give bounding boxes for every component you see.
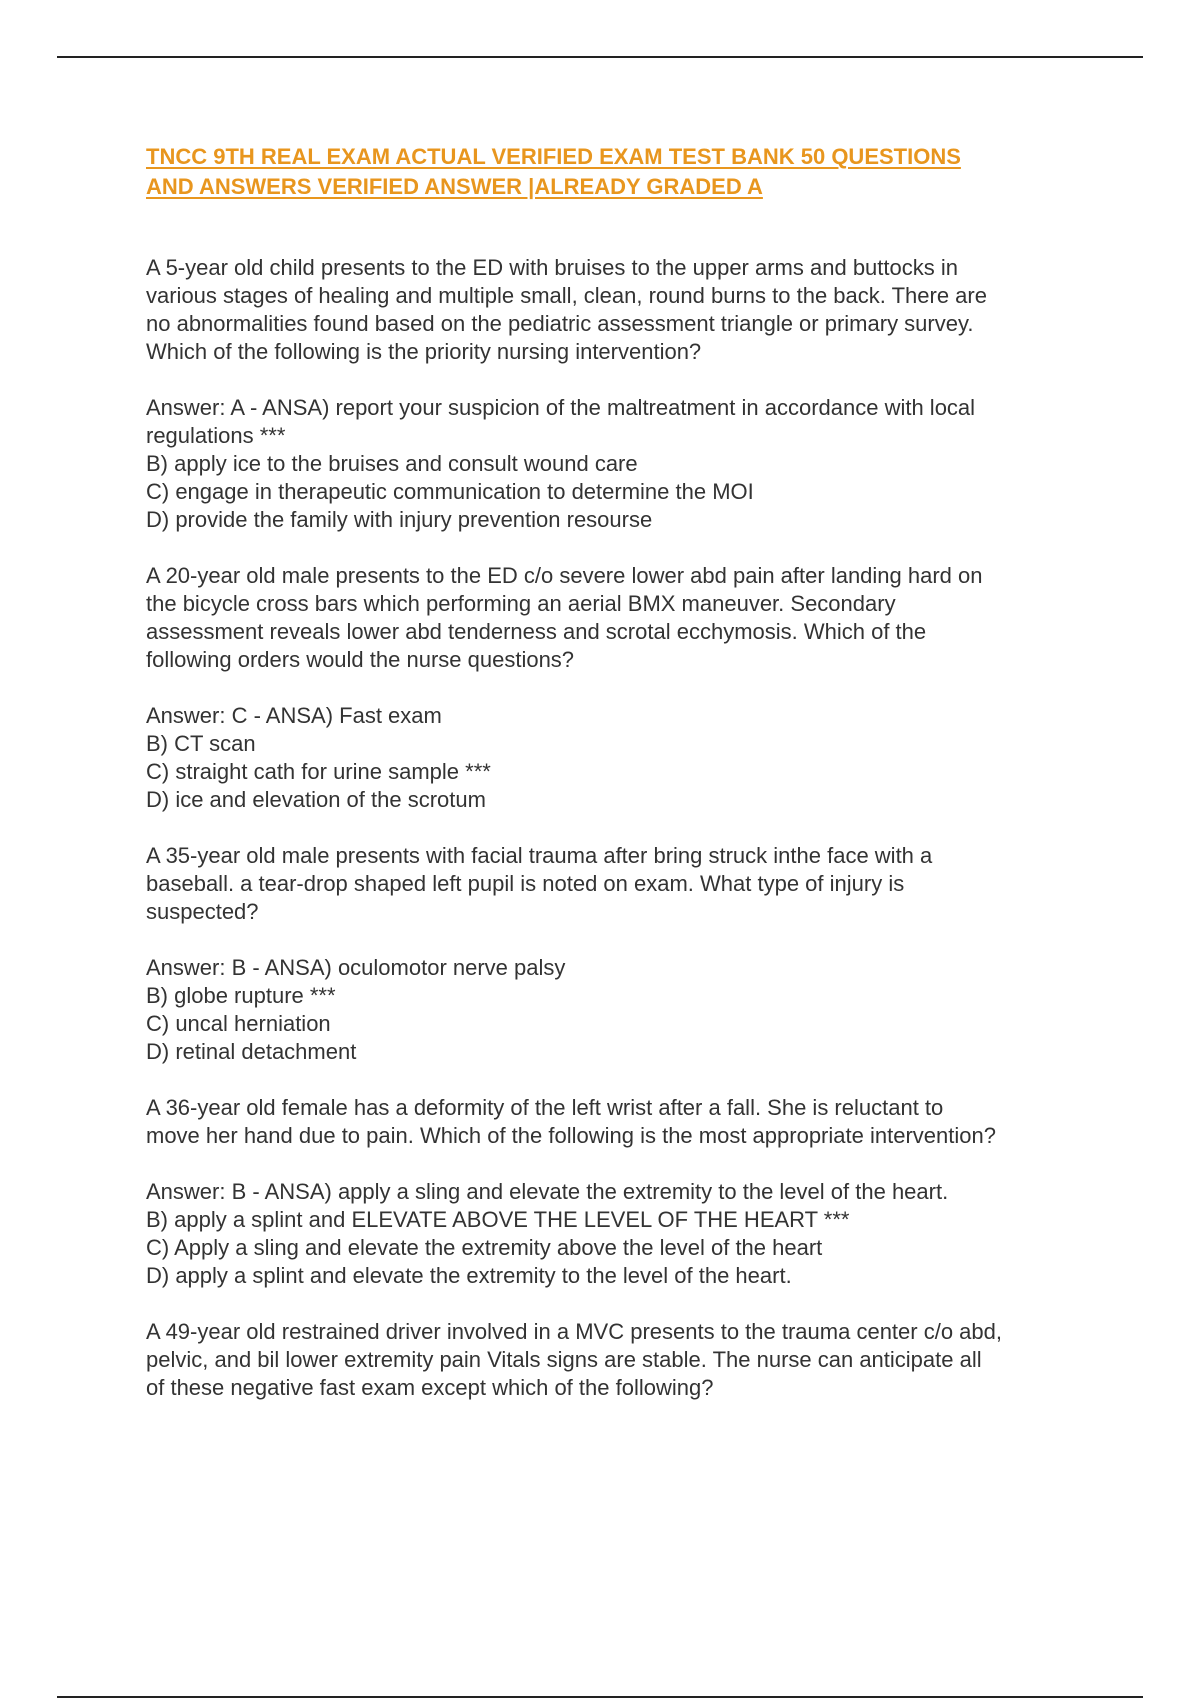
- question-line: pelvic, and bil lower extremity pain Vitals signs are stable. The nurse can anticipate all: [146, 1347, 982, 1372]
- document-body: [146, 142, 1098, 1402]
- answer-2: [146, 702, 1098, 814]
- question-3: [146, 842, 1098, 926]
- answer-line: C) uncal herniation: [146, 1011, 331, 1036]
- question-line: baseball. a tear-drop shaped left pupil is noted on exam. What type of injury is: [146, 871, 905, 896]
- question-line: suspected?: [146, 899, 259, 924]
- answer-line: D) ice and elevation of the scrotum: [146, 787, 486, 812]
- answer-line: B) apply a splint and ELEVATE ABOVE THE LEVEL OF THE HEART ***: [146, 1207, 850, 1232]
- answer-line: Answer: C - ANSA) Fast exam: [146, 703, 442, 728]
- answer-line: Answer: A - ANSA) report your suspicion of the maltreatment in accordance with local: [146, 395, 976, 420]
- question-line: assessment reveals lower abd tenderness and scrotal ecchymosis. Which of the: [146, 619, 927, 644]
- answer-line: regulations ***: [146, 423, 286, 448]
- question-4: [146, 1094, 1098, 1150]
- question-line: of these negative fast exam except which of the following?: [146, 1375, 714, 1400]
- question-2: [146, 562, 1098, 674]
- answer-4: [146, 1178, 1098, 1290]
- question-1: [146, 254, 1098, 366]
- answer-line: C) engage in therapeutic communication to determine the MOI: [146, 479, 754, 504]
- answer-line: D) apply a splint and elevate the extremity to the level of the heart.: [146, 1263, 792, 1288]
- answer-line: Answer: B - ANSA) apply a sling and elevate the extremity to the level of the heart.: [146, 1179, 949, 1204]
- answer-line: B) globe rupture ***: [146, 983, 336, 1008]
- title-line: AND ANSWERS VERIFIED ANSWER |ALREADY GRADED A: [146, 174, 763, 199]
- answer-line: C) Apply a sling and elevate the extremity above the level of the heart: [146, 1235, 823, 1260]
- question-line: A 49-year old restrained driver involved in a MVC presents to the trauma center c/o abd,: [146, 1319, 1002, 1344]
- question-line: the bicycle cross bars which performing an aerial BMX maneuver. Secondary: [146, 591, 896, 616]
- answer-line: B) CT scan: [146, 731, 256, 756]
- answer-line: C) straight cath for urine sample ***: [146, 759, 491, 784]
- answer-line: D) retinal detachment: [146, 1039, 357, 1064]
- question-line: move her hand due to pain. Which of the following is the most appropriate intervention?: [146, 1123, 996, 1148]
- question-line: various stages of healing and multiple small, clean, round burns to the back. There are: [146, 283, 987, 308]
- footer-rule: [57, 1696, 1143, 1698]
- document-title: [146, 142, 1098, 202]
- answer-line: D) provide the family with injury prevention resourse: [146, 507, 653, 532]
- answer-1: [146, 394, 1098, 534]
- question-line: A 5-year old child presents to the ED with bruises to the upper arms and buttocks in: [146, 255, 958, 280]
- answer-3: [146, 954, 1098, 1066]
- title-line: TNCC 9TH REAL EXAM ACTUAL VERIFIED EXAM TEST BANK 50 QUESTIONS: [146, 144, 961, 169]
- question-line: A 36-year old female has a deformity of the left wrist after a fall. She is reluctant to: [146, 1095, 944, 1120]
- header-rule: [57, 56, 1143, 58]
- question-line: no abnormalities found based on the pediatric assessment triangle or primary survey.: [146, 311, 974, 336]
- answer-line: Answer: B - ANSA) oculomotor nerve palsy: [146, 955, 566, 980]
- answer-line: B) apply ice to the bruises and consult wound care: [146, 451, 638, 476]
- question-line: Which of the following is the priority nursing intervention?: [146, 339, 702, 364]
- question-line: A 20-year old male presents to the ED c/o severe lower abd pain after landing hard on: [146, 563, 983, 588]
- question-5: [146, 1318, 1098, 1402]
- question-line: A 35-year old male presents with facial trauma after bring struck inthe face with a: [146, 843, 933, 868]
- question-line: following orders would the nurse questions?: [146, 647, 575, 672]
